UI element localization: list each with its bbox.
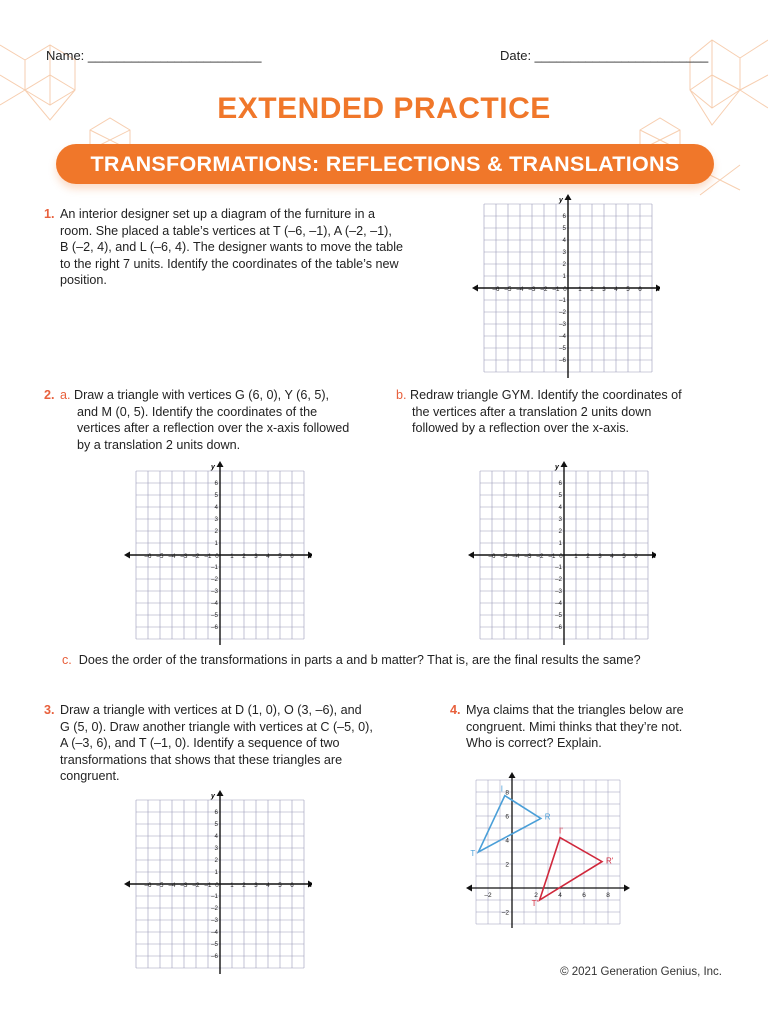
x-tick-label: 5 xyxy=(622,553,626,560)
arrow-left-icon xyxy=(466,885,472,892)
y-tick-label: 3 xyxy=(214,845,218,853)
y-tick-label: –1 xyxy=(555,564,562,572)
x-tick-label: 1 xyxy=(574,553,578,560)
y-tick-label: –3 xyxy=(211,917,218,925)
q4-line: congruent. Mimi thinks that they’re not. xyxy=(466,719,683,734)
q2a-line: and M (0, 5). Identify the coordinates of the xyxy=(77,404,318,419)
y-tick-label: –2 xyxy=(211,576,218,584)
x-tick-label: 1 xyxy=(578,286,582,293)
part-label: a. xyxy=(60,388,71,402)
y-tick-label: –1 xyxy=(211,564,218,572)
x-axis-label: x xyxy=(308,553,312,560)
arrow-up-icon xyxy=(217,790,224,796)
coordinate-grid-q1[interactable] xyxy=(470,192,660,378)
y-axis-label: y xyxy=(555,464,559,471)
q2b-line: followed by a reflection over the x-axis. xyxy=(412,421,629,435)
y-tick-label: 4 xyxy=(214,833,218,841)
q1-line: room. She placed a table’s vertices at T (–6, –1), A (–2, –1), xyxy=(60,223,392,238)
y-tick-label: 6 xyxy=(505,813,509,821)
subtitle-text: TRANSFORMATIONS: REFLECTIONS & TRANSLATIONS xyxy=(90,152,680,176)
x-tick-label: 5 xyxy=(278,553,282,560)
arrow-left-icon xyxy=(468,552,474,559)
red-triangle xyxy=(540,838,602,900)
x-tick-label: –3 xyxy=(180,553,188,560)
x-tick-label: 3 xyxy=(598,553,602,560)
y-tick-label: 5 xyxy=(558,492,562,500)
y-axis-label: y xyxy=(559,197,563,204)
y-tick-label: –1 xyxy=(559,297,566,305)
y-tick-label: 2 xyxy=(214,528,218,536)
y-tick-label: –2 xyxy=(555,576,562,584)
y-tick-label: 8 xyxy=(505,789,509,797)
x-tick-label: 1 xyxy=(230,882,234,889)
q3-line: congruent. xyxy=(60,769,120,783)
x-tick-label: 0 xyxy=(215,882,219,889)
question-1 xyxy=(44,206,450,289)
name-field-label: Name: ________________________ xyxy=(46,48,262,63)
question-number: 1. xyxy=(44,207,55,221)
y-tick-label: 1 xyxy=(558,540,562,548)
x-tick-label: 5 xyxy=(626,286,630,293)
x-tick-label: 6 xyxy=(582,892,586,899)
blue-triangle-vertex-label: I xyxy=(500,784,504,794)
x-tick-label: 4 xyxy=(610,553,614,560)
x-tick-label: –4 xyxy=(168,553,176,560)
y-axis-label: y xyxy=(211,793,215,800)
arrow-left-icon xyxy=(124,552,130,559)
arrow-up-icon xyxy=(509,772,516,778)
y-tick-label: –5 xyxy=(211,612,218,620)
x-axis-label: x xyxy=(652,553,656,560)
y-tick-label: 3 xyxy=(558,516,562,524)
red-triangle-vertex-label: T' xyxy=(531,899,539,908)
q4-line: Who is correct? Explain. xyxy=(466,736,602,750)
y-tick-label: 6 xyxy=(214,480,218,488)
y-tick-label: 2 xyxy=(558,528,562,536)
x-tick-label: 6 xyxy=(638,286,642,293)
arrow-up-icon xyxy=(217,461,224,467)
x-tick-label: 2 xyxy=(242,553,246,560)
y-tick-label: 1 xyxy=(214,540,218,548)
y-tick-label: 5 xyxy=(214,821,218,829)
arrow-up-icon xyxy=(561,461,568,467)
y-tick-label: 5 xyxy=(214,492,218,500)
q4-triangle-graph xyxy=(466,772,638,928)
y-tick-label: 3 xyxy=(214,516,218,524)
y-tick-label: –6 xyxy=(559,357,566,365)
x-tick-label: 4 xyxy=(558,892,562,899)
q3-line: A (–3, 6), and T (–1, 0). Identify a sequence of two xyxy=(60,736,340,750)
x-tick-label: 2 xyxy=(242,882,246,889)
y-tick-label: –2 xyxy=(501,909,509,917)
y-tick-label: 4 xyxy=(214,504,218,512)
y-tick-label: –6 xyxy=(211,953,218,961)
y-tick-label: 2 xyxy=(562,261,566,269)
blue-triangle-vertex-label: T xyxy=(470,849,476,858)
x-tick-label: –4 xyxy=(516,286,524,293)
copyright: © 2021 Generation Genius, Inc. xyxy=(560,966,722,978)
arrow-left-icon xyxy=(124,881,130,888)
y-tick-label: 4 xyxy=(505,837,509,845)
x-tick-label: –1 xyxy=(548,553,556,560)
y-tick-label: –4 xyxy=(559,333,566,341)
x-tick-label: 4 xyxy=(266,882,270,889)
x-tick-label: –1 xyxy=(204,553,212,560)
y-tick-label: –4 xyxy=(211,929,218,937)
y-tick-label: 4 xyxy=(558,504,562,512)
x-axis-label: x xyxy=(656,286,660,293)
y-tick-label: –3 xyxy=(555,588,562,596)
y-tick-label: 1 xyxy=(562,273,566,281)
x-tick-label: 4 xyxy=(614,286,618,293)
y-tick-label: 6 xyxy=(562,213,566,221)
red-triangle-vertex-label: R' xyxy=(606,856,614,866)
y-tick-label: –5 xyxy=(559,345,566,353)
question-number: 4. xyxy=(450,703,461,717)
x-tick-label: 3 xyxy=(254,553,258,560)
y-tick-label: –6 xyxy=(555,624,562,632)
y-tick-label: –3 xyxy=(559,321,566,329)
question-number: 2. xyxy=(44,388,55,402)
x-tick-label: –6 xyxy=(488,553,496,560)
x-tick-label: –6 xyxy=(144,553,152,560)
x-tick-label: –2 xyxy=(536,553,544,560)
x-tick-label: –6 xyxy=(144,882,152,889)
question-4 xyxy=(450,702,736,752)
y-tick-label: 6 xyxy=(214,809,218,817)
y-tick-label: –6 xyxy=(211,624,218,632)
q2b-line: Redraw triangle GYM. Identify the coordinates of xyxy=(410,388,682,402)
x-tick-label: –3 xyxy=(180,882,188,889)
x-tick-label: –3 xyxy=(528,286,536,293)
x-tick-label: 4 xyxy=(266,553,270,560)
coordinate-grid-q3[interactable] xyxy=(122,788,312,974)
q1-line: B (–2, 4), and L (–6, 4). The designer wants to move the table xyxy=(60,240,404,254)
x-tick-label: –4 xyxy=(512,553,520,560)
y-tick-label: –2 xyxy=(211,905,218,913)
y-tick-label: –4 xyxy=(211,600,218,608)
y-tick-label: 2 xyxy=(505,861,509,869)
coordinate-grid-q2a[interactable] xyxy=(122,459,312,645)
y-tick-label: 5 xyxy=(562,225,566,233)
x-tick-label: 2 xyxy=(590,286,594,293)
y-axis-label: y xyxy=(211,464,215,471)
y-tick-label: –4 xyxy=(555,600,562,608)
question-2b xyxy=(396,387,726,437)
y-tick-label: 2 xyxy=(214,857,218,865)
q4-line: Mya claims that the triangles below are xyxy=(466,703,684,717)
question-2a xyxy=(44,387,380,453)
blue-triangle-vertex-label: R xyxy=(544,812,551,822)
date-field-label: Date: ________________________ xyxy=(500,48,709,63)
x-tick-label: –1 xyxy=(552,286,560,293)
x-tick-label: 0 xyxy=(563,286,567,293)
page-title: EXTENDED PRACTICE xyxy=(217,92,551,125)
x-axis-label: x xyxy=(308,882,312,889)
y-tick-label: 3 xyxy=(562,249,566,257)
arrow-up-icon xyxy=(565,194,572,200)
question-3 xyxy=(44,702,420,785)
x-tick-label: –2 xyxy=(192,882,200,889)
arrow-left-icon xyxy=(472,285,478,292)
x-tick-label: 3 xyxy=(602,286,606,293)
x-tick-label: –5 xyxy=(504,286,512,293)
x-tick-label: 6 xyxy=(290,882,294,889)
part-label: c. xyxy=(62,653,72,667)
q1-line: to the right 7 units. Identify the coordinates of the table’s new xyxy=(60,256,399,271)
x-tick-label: 6 xyxy=(634,553,638,560)
subtitle-banner xyxy=(56,144,714,184)
x-tick-label: 2 xyxy=(586,553,590,560)
coordinate-grid-q2b[interactable] xyxy=(466,459,656,645)
q3-line: Draw a triangle with vertices at D (1, 0), O (3, –6), and xyxy=(60,703,362,717)
q2b-line: the vertices after a translation 2 units down xyxy=(412,404,652,419)
x-tick-label: 1 xyxy=(230,553,234,560)
y-tick-label: –1 xyxy=(211,893,218,901)
y-tick-label: 1 xyxy=(214,869,218,877)
part-label: b. xyxy=(396,388,407,402)
x-tick-label: 2 xyxy=(534,892,538,899)
q1-line: An interior designer set up a diagram of the furniture in a xyxy=(60,207,376,221)
x-tick-label: –3 xyxy=(524,553,532,560)
x-tick-label: 0 xyxy=(559,553,563,560)
question-2c xyxy=(62,652,742,669)
q2a-line: Draw a triangle with vertices G (6, 0), Y (6, 5), xyxy=(74,388,330,402)
x-tick-label: –4 xyxy=(168,882,176,889)
x-tick-label: –5 xyxy=(156,882,164,889)
arrow-right-icon xyxy=(624,885,630,892)
x-tick-label: –5 xyxy=(156,553,164,560)
q2a-line: vertices after a reflection over the x-axis followed xyxy=(77,421,350,435)
y-tick-label: –3 xyxy=(211,588,218,596)
y-tick-label: 6 xyxy=(558,480,562,488)
question-number: 3. xyxy=(44,703,55,717)
x-tick-label: –2 xyxy=(540,286,548,293)
q3-line: transformations that shows that these triangles are xyxy=(60,752,343,767)
y-tick-label: –2 xyxy=(559,309,566,317)
x-tick-label: 3 xyxy=(254,882,258,889)
x-tick-label: –6 xyxy=(492,286,500,293)
y-tick-label: –5 xyxy=(555,612,562,620)
x-tick-label: –2 xyxy=(192,553,200,560)
red-triangle-vertex-label: I' xyxy=(559,826,563,836)
x-tick-label: 6 xyxy=(290,553,294,560)
x-tick-label: –5 xyxy=(500,553,508,560)
x-tick-label: 0 xyxy=(215,553,219,560)
q3-line: G (5, 0). Draw another triangle with vertices at C (–5, 0), xyxy=(60,719,373,734)
x-tick-label: –1 xyxy=(204,882,212,889)
y-tick-label: –5 xyxy=(211,941,218,949)
q1-line: position. xyxy=(60,273,107,287)
x-tick-label: 5 xyxy=(278,882,282,889)
q2a-line: by a translation 2 units down. xyxy=(77,437,241,452)
q2c-text: Does the order of the transformations in parts a and b matter? That is, are the final results the same? xyxy=(78,653,641,667)
y-tick-label: 4 xyxy=(562,237,566,245)
x-tick-label: –2 xyxy=(484,892,492,899)
x-tick-label: 8 xyxy=(606,892,610,899)
